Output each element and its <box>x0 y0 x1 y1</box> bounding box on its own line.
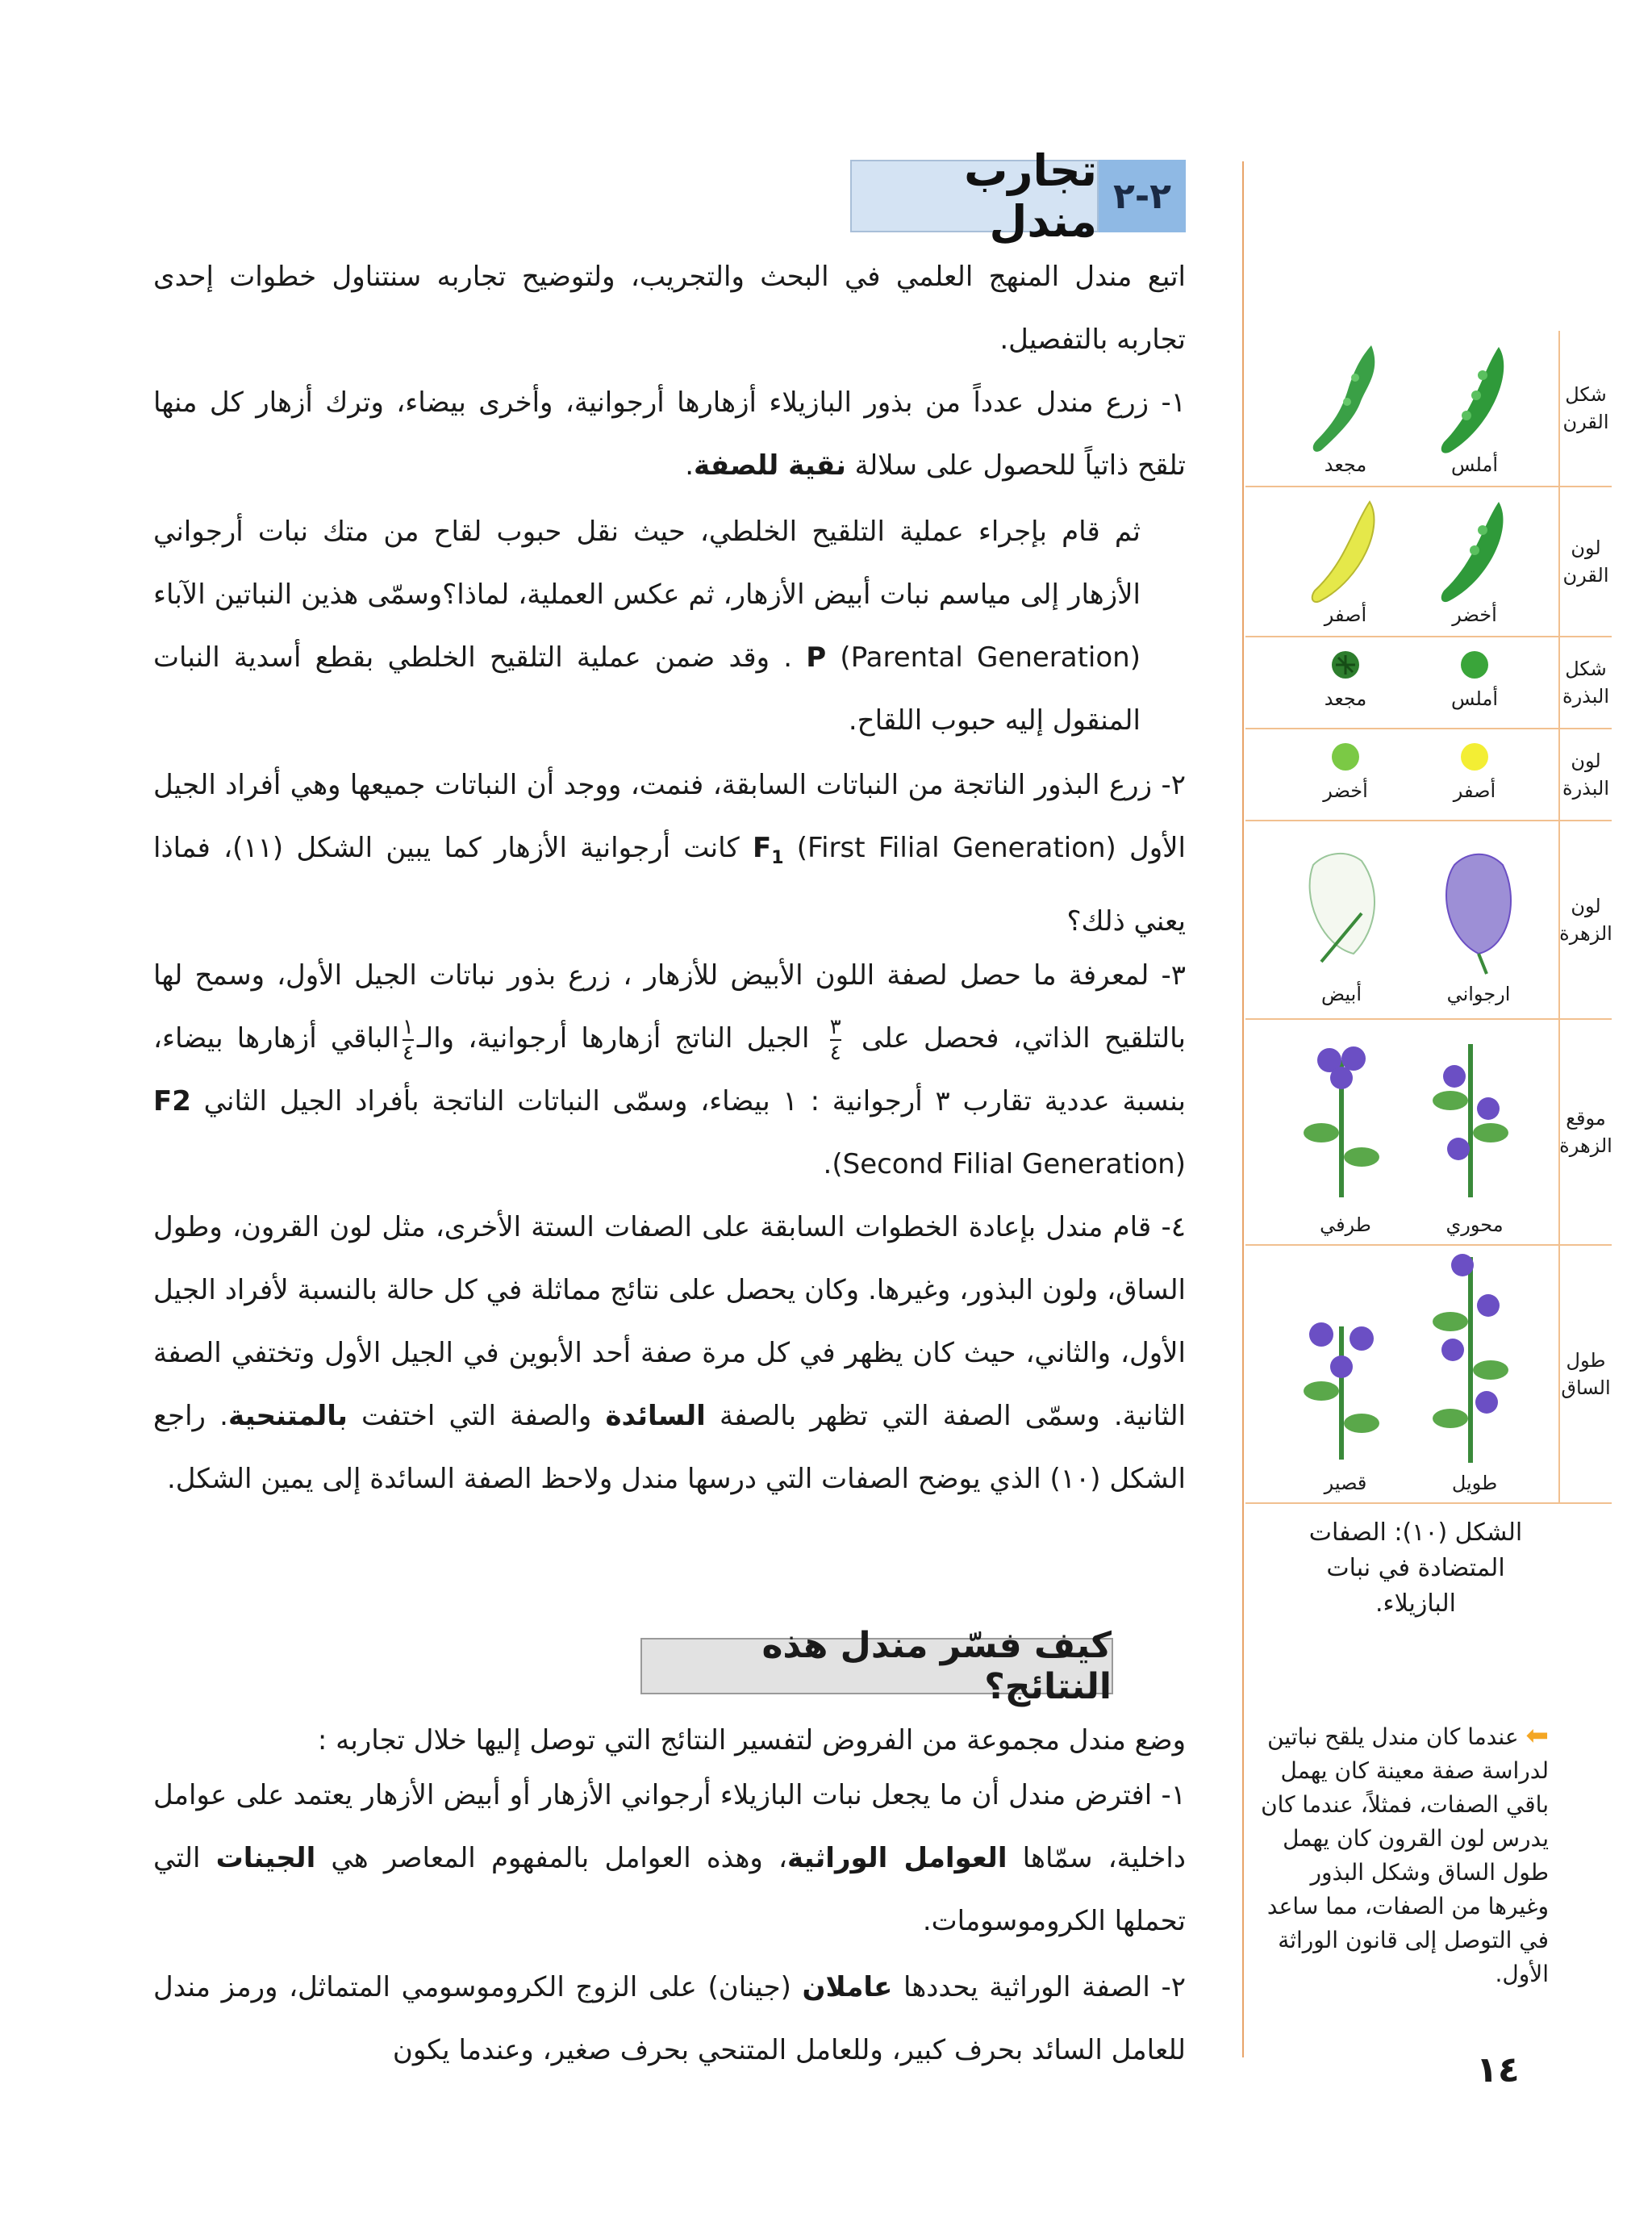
green-pod-image <box>1426 494 1523 607</box>
figure-caption: الشكل (١٠): الصفات المتضادة في نبات البازيلاء. <box>1308 1518 1523 1618</box>
dominant-caption: أخضر <box>1452 604 1497 626</box>
subheading: كيف فسّر مندل هذه النتائج؟ <box>640 1638 1113 1694</box>
trait-label: طول الساق <box>1558 1246 1612 1502</box>
margin-rule <box>1242 161 1244 2057</box>
tall-plant-image <box>1414 1249 1527 1467</box>
two-factors-term: عاملان <box>802 1971 893 2003</box>
step-3-text-end: (Second Filial Generation). <box>823 1148 1186 1180</box>
f2-symbol: F2 <box>153 1085 191 1117</box>
pure-trait-term: نقية للصفة <box>694 449 846 482</box>
cross-text-end: (Parental Generation) . وقد ضمن عملية التلقيح الخلطي بقطع أسدية النبات المنقول إليه حبوب اللقاح. <box>153 641 1141 737</box>
hypothesis-1-text: ١- افترض مندل أن ما يجعل نبات البازيلاء أرجواني الأزهار أو أبيض الأزهار يعتمد على عوامل داخلية، سمّاها <box>153 1779 1186 1874</box>
step-2-paragraph <box>153 754 1186 953</box>
f1-symbol: $F_1$ <box>752 832 784 868</box>
step-2-text-end: (First Filial Generation) كانت أرجوانية الأزهار كما يبين الشكل (١١)، فماذا يعني ذلك؟ <box>153 832 1186 938</box>
yellow-pod-image <box>1297 494 1394 607</box>
step-3-text: ٣- لمعرفة ما حصل لصفة اللون الأبيض للأزهار ، زرع بذور نباتات الجيل الأول، وسمح لها بالتلقيح الذاتي، فحصل على <box>153 959 1186 1055</box>
arrow-left-icon: ⬅ <box>1525 1719 1549 1752</box>
fraction-three-quarters: ٣ ٤ <box>829 1014 841 1065</box>
dominant-caption: ارجواني <box>1446 983 1511 1005</box>
trait-label: لون القرن <box>1558 487 1612 636</box>
trait-label: شكل القرن <box>1558 331 1612 486</box>
cross-text: ثم قام بإجراء عملية التلقيح الخلطي، حيث نقل حبوب لقاح من متك نبات أرجواني الأزهار إلى مياسم نبات أبيض الأزهار، ثم عكس العملية، لماذا؟وسمّى هذين النباتين الآباء <box>153 516 1141 611</box>
figure-row-seed-color <box>1245 729 1612 821</box>
hypothesis-1-text-end: التي تحملها الكروموسومات. <box>153 1842 1186 1937</box>
dominant-caption: محوري <box>1446 1213 1504 1236</box>
white-flower-image <box>1289 833 1394 978</box>
margin-note <box>1258 1719 1549 1991</box>
parental-symbol: P <box>806 641 827 674</box>
trait-label: موقع الزهرة <box>1558 1020 1612 1244</box>
figure-row-seed-shape <box>1245 637 1612 729</box>
recessive-term: بالمتنحية <box>227 1400 348 1432</box>
interpretation-intro-text: وضع مندل مجموعة من الفروض لتفسير النتائج التي توصل إليها خلال تجاربه : <box>317 1724 1186 1756</box>
short-plant-image <box>1285 1302 1398 1464</box>
step-1-text: ١- زرع مندل عدداً من بذور البازيلاء أزهارها أرجوانية، وأخرى بيضاء، وترك أزهار كل منها تلقح ذاتياً للحصول على سلالة <box>153 386 1186 482</box>
page-number: ١٤ <box>1476 2049 1520 2091</box>
step-3-paragraph <box>153 944 1186 1196</box>
yellow-seed-image <box>1458 741 1491 773</box>
section-header <box>850 145 1186 247</box>
intro-text: اتبع مندل المنهج العلمي في البحث والتجريب، ولتوضيح تجاربه سنتناول خطوات إحدى تجاربه بالتفصيل. <box>153 261 1186 356</box>
recessive-caption: أبيض <box>1321 983 1362 1005</box>
dominant-term: السائدة <box>605 1400 706 1432</box>
figure-row-flower-color <box>1245 821 1612 1020</box>
figure-row-pod-color <box>1245 487 1612 637</box>
recessive-caption: طرفي <box>1320 1213 1371 1236</box>
smooth-seed-image <box>1458 649 1491 681</box>
step-4-paragraph <box>153 1196 1186 1510</box>
step-4-text-end: . راجع الشكل (١٠) الذي يوضح الصفات التي درسها مندل ولاحظ الصفة السائدة إلى يمين الشكل. <box>153 1400 1186 1495</box>
section-title: تجارب مندل <box>850 160 1099 232</box>
step-1-end: . <box>685 449 695 482</box>
step-4-text-mid: والصفة التي اختفت <box>347 1400 606 1432</box>
recessive-caption: قصير <box>1324 1472 1367 1494</box>
hypothesis-1-paragraph <box>153 1764 1186 1953</box>
wrinkled-seed-image <box>1329 649 1362 681</box>
hypothesis-2-paragraph <box>153 1956 1186 2082</box>
green-seed-image <box>1329 741 1362 773</box>
dominant-caption: طويل <box>1451 1472 1498 1494</box>
trait-label: لون الزهرة <box>1558 821 1612 1018</box>
recessive-caption: أخضر <box>1323 779 1368 802</box>
wrinkled-green-pod-image <box>1297 339 1394 460</box>
axial-flower-plant-image <box>1414 1028 1527 1205</box>
interpretation-intro <box>202 1709 1186 1772</box>
trait-label: لون البذرة <box>1558 729 1612 820</box>
step-3-text-ratio: الباقي أزهارها بيضاء، بنسبة عددية تقارب ٣ أرجوانية : ١ بيضاء، وسمّى النباتات الناتجة بأفراد الجيل الثاني <box>153 1022 1186 1117</box>
section-number: ٢-٢ <box>1099 160 1186 232</box>
hypothesis-1-text-mid: ، وهذه العوامل بالمفهوم المعاصر هي <box>315 1842 788 1874</box>
recessive-caption: مجعد <box>1324 687 1367 710</box>
intro-paragraph <box>153 245 1186 371</box>
recessive-caption: مجعد <box>1324 453 1367 476</box>
trait-label: شكل البذرة <box>1558 637 1612 728</box>
genes-term: الجينات <box>215 1842 316 1874</box>
cross-pollination-paragraph <box>153 500 1141 752</box>
figure-row-flower-position <box>1245 1020 1612 1246</box>
recessive-caption: أصفر <box>1324 604 1367 626</box>
smooth-green-pod-image <box>1426 339 1523 460</box>
step-4-text: ٤- قام مندل بإعادة الخطوات السابقة على الصفات الستة الأخرى، مثل لون القرون، وطول الساق، ولون البذور، وغيرها. وكان يحصل على نتائج مماثلة في كل حالة بالنسبة لأفراد الجيل الأول، والثاني، حيث كان يظهر في كل مرة صفة أحد الأبوين في الجيل الأول وتختفي الصفة الثانية. وسمّى الصفة التي تظهر بالصفة <box>153 1211 1187 1432</box>
step-3-text-mid: الجيل الناتج أزهارها أرجوانية، والـ <box>416 1022 824 1055</box>
dominant-caption: أصفر <box>1453 779 1496 802</box>
purple-flower-image <box>1422 833 1527 978</box>
terminal-flower-plant-image <box>1285 1028 1398 1205</box>
fraction-one-quarter: ١ ٤ <box>402 1014 414 1065</box>
dominant-caption: أملس <box>1450 687 1499 710</box>
figure-row-pod-shape <box>1245 331 1612 487</box>
hypothesis-2-text-end: (جينان) على الزوج الكروموسومي المتماثل، ورمز مندل للعامل السائد بحرف كبير، وللعامل المتنحي بحرف صغير، وعندما يكون <box>153 1971 1186 2066</box>
margin-note-text: عندما كان مندل يلقح نباتين لدراسة صفة معينة كان يهمل باقي الصفات، فمثلاً، عندما كان يدرس لون القرون كان يهمل طول الساق وشكل البذور وغيرها من الصفات، مما ساعد في التوصل إلى قانون الوراثة الأول. <box>1261 1723 1549 1987</box>
step-1-paragraph <box>153 371 1186 497</box>
genetic-factors-term: العوامل الوراثية <box>787 1842 1007 1874</box>
hypothesis-2-text: ٢- الصفة الوراثية يحددها <box>892 1971 1186 2003</box>
figure-row-stem-length <box>1245 1246 1612 1504</box>
step-2-text: ٢- زرع البذور الناتجة من النباتات السابقة، فنمت، ووجد أن النباتات جميعها وهي أفراد الجيل الأول <box>153 769 1186 864</box>
dominant-caption: أملس <box>1450 453 1499 476</box>
